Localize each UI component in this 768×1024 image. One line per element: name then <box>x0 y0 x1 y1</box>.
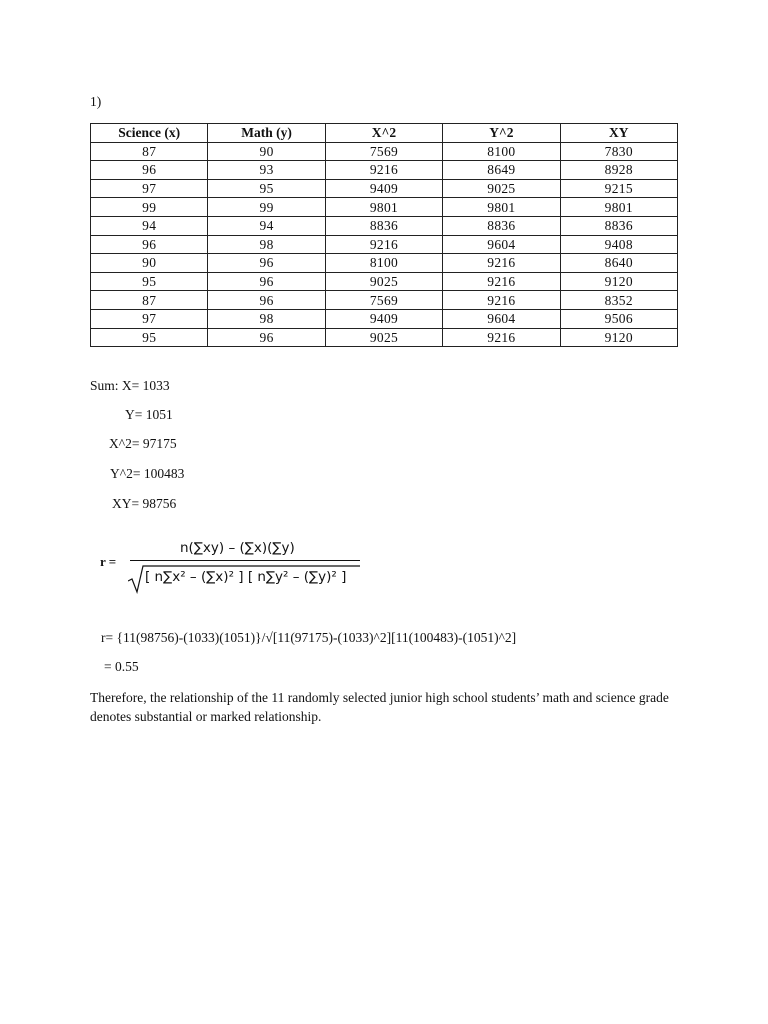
sum-x-squared: X^2= 97175 <box>109 436 177 451</box>
sum-xy: XY= 98756 <box>112 496 177 511</box>
formula-numerator: n(∑xy) – (∑x)(∑y) <box>180 540 295 556</box>
header-xy: XY <box>560 124 677 143</box>
cell-science: 90 <box>91 254 208 273</box>
cell-science: 95 <box>91 272 208 291</box>
cell-xy: 8836 <box>560 216 677 235</box>
cell-y-squared: 9025 <box>443 179 560 198</box>
cell-xy: 8640 <box>560 254 677 273</box>
cell-x-squared: 8836 <box>325 216 442 235</box>
cell-math: 98 <box>208 309 325 328</box>
table-row <box>91 291 678 310</box>
table-row <box>91 142 678 161</box>
header-y-squared: Y^2 <box>443 124 560 143</box>
cell-x-squared: 7569 <box>325 291 442 310</box>
cell-y-squared: 8836 <box>443 216 560 235</box>
header-science: Science (x) <box>91 124 208 143</box>
cell-math: 99 <box>208 198 325 217</box>
table-body <box>91 142 678 347</box>
cell-math: 98 <box>208 235 325 254</box>
cell-xy: 9120 <box>560 272 677 291</box>
cell-xy: 9215 <box>560 179 677 198</box>
cell-x-squared: 7569 <box>325 142 442 161</box>
cell-xy: 9801 <box>560 198 677 217</box>
cell-x-squared: 8100 <box>325 254 442 273</box>
cell-xy: 9120 <box>560 328 677 347</box>
table-row <box>91 328 678 347</box>
cell-science: 97 <box>91 309 208 328</box>
sum-y: Y= 1051 <box>125 407 173 422</box>
cell-math: 90 <box>208 142 325 161</box>
section-number: 1) <box>90 94 102 109</box>
cell-xy: 8928 <box>560 161 677 180</box>
cell-math: 95 <box>208 179 325 198</box>
cell-y-squared: 9604 <box>443 309 560 328</box>
table-row <box>91 216 678 235</box>
cell-math: 96 <box>208 272 325 291</box>
cell-xy: 9408 <box>560 235 677 254</box>
formula-r-label: r = <box>100 554 117 569</box>
result-line: = 0.55 <box>104 659 139 674</box>
conclusion-paragraph: Therefore, the relationship of the 11 randomly selected junior high school students’ math and science grade denotes substantial or marked relationship. <box>90 690 669 724</box>
sum-y-squared: Y^2= 100483 <box>110 466 185 481</box>
cell-x-squared: 9025 <box>325 272 442 291</box>
cell-xy: 7830 <box>560 142 677 161</box>
cell-y-squared: 8100 <box>443 142 560 161</box>
cell-math: 96 <box>208 328 325 347</box>
cell-math: 93 <box>208 161 325 180</box>
table-row <box>91 161 678 180</box>
header-x-squared: X^2 <box>325 124 442 143</box>
table-row <box>91 198 678 217</box>
cell-y-squared: 9216 <box>443 328 560 347</box>
table-header-row <box>91 124 678 143</box>
cell-x-squared: 9801 <box>325 198 442 217</box>
cell-science: 99 <box>91 198 208 217</box>
cell-y-squared: 9801 <box>443 198 560 217</box>
sum-x: Sum: X= 1033 <box>90 378 170 393</box>
cell-science: 94 <box>91 216 208 235</box>
cell-science: 87 <box>91 291 208 310</box>
cell-math: 96 <box>208 291 325 310</box>
cell-y-squared: 9216 <box>443 291 560 310</box>
cell-science: 96 <box>91 161 208 180</box>
table-row <box>91 272 678 291</box>
cell-x-squared: 9216 <box>325 235 442 254</box>
cell-math: 96 <box>208 254 325 273</box>
cell-y-squared: 9216 <box>443 254 560 273</box>
data-table <box>90 123 678 347</box>
cell-y-squared: 9604 <box>443 235 560 254</box>
cell-science: 95 <box>91 328 208 347</box>
cell-science: 97 <box>91 179 208 198</box>
correlation-formula <box>100 538 370 594</box>
cell-x-squared: 9216 <box>325 161 442 180</box>
cell-science: 87 <box>91 142 208 161</box>
cell-x-squared: 9025 <box>325 328 442 347</box>
table-row <box>91 179 678 198</box>
cell-y-squared: 9216 <box>443 272 560 291</box>
cell-x-squared: 9409 <box>325 179 442 198</box>
cell-x-squared: 9409 <box>325 309 442 328</box>
table-row <box>91 309 678 328</box>
formula-denominator: [ n∑x² – (∑x)² ] [ n∑y² – (∑y)² ] <box>145 569 347 585</box>
cell-xy: 8352 <box>560 291 677 310</box>
fraction-bar <box>130 560 360 561</box>
header-math: Math (y) <box>208 124 325 143</box>
table-row <box>91 235 678 254</box>
cell-math: 94 <box>208 216 325 235</box>
calculation-line: r= {11(98756)-(1033)(1051)}/√[11(97175)-(1033)^2][11(100483)-(1051)^2] <box>101 630 517 645</box>
table-row <box>91 254 678 273</box>
cell-y-squared: 8649 <box>443 161 560 180</box>
cell-xy: 9506 <box>560 309 677 328</box>
cell-science: 96 <box>91 235 208 254</box>
